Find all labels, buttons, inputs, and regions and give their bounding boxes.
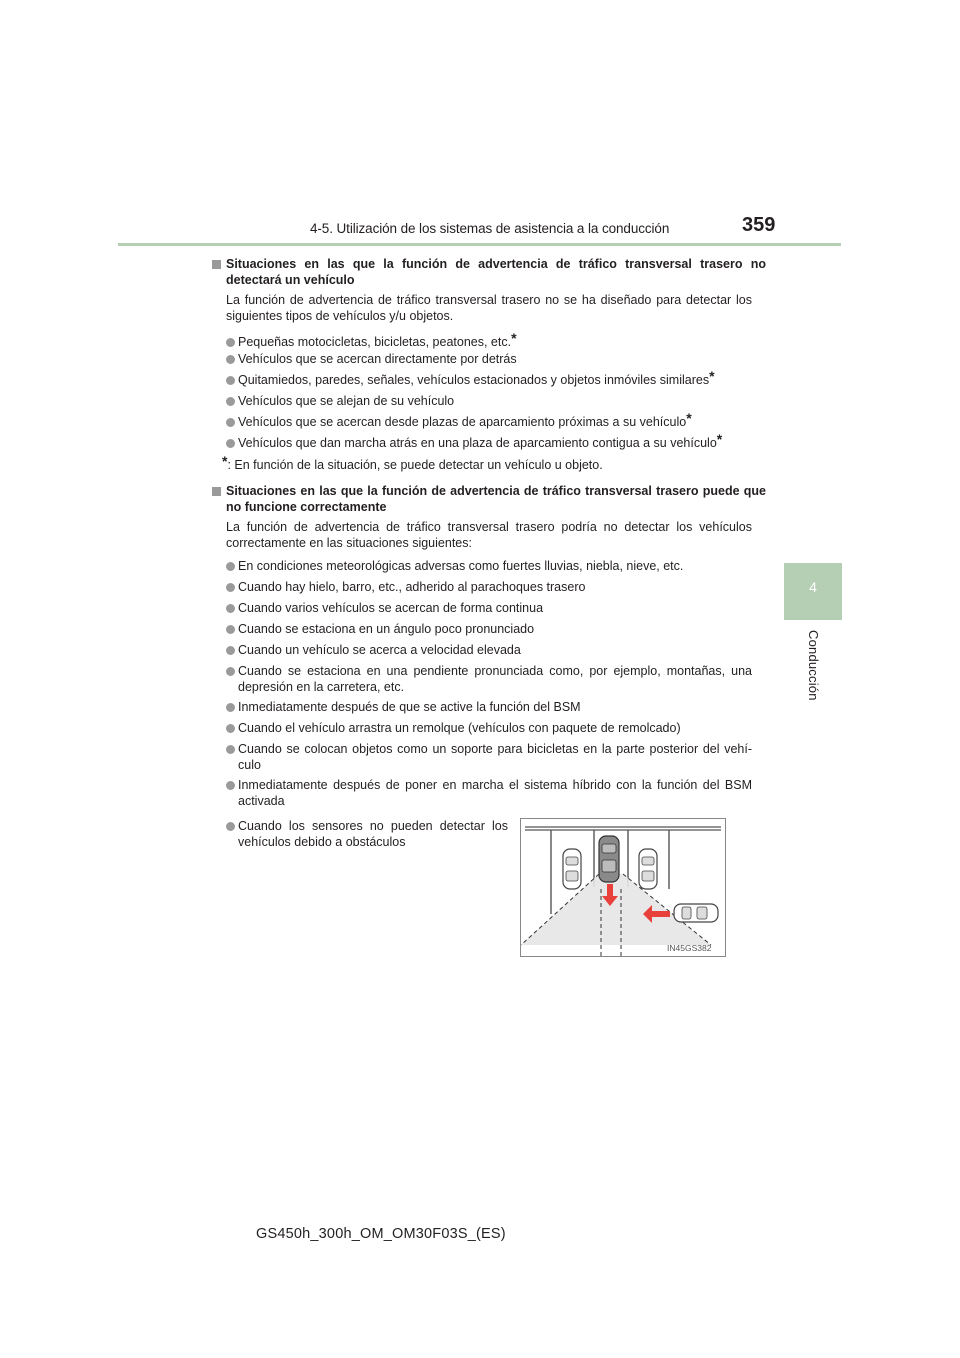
bullet-icon xyxy=(226,822,235,831)
list-item: Vehículos que se alejan de su vehículo xyxy=(226,394,752,410)
section1-heading: Situaciones en las que la función de advertencia de tráfico transversal trasero no detectará un vehículo xyxy=(212,257,766,288)
asterisk-mark: * xyxy=(686,410,692,426)
parking-diagram xyxy=(520,818,726,957)
footer-code: GS450h_300h_OM_OM30F03S_(ES) xyxy=(256,1226,506,1242)
square-bullet-icon xyxy=(212,487,221,496)
header-title: 4-5. Utilización de los sistemas de asistencia a la conducción xyxy=(310,221,670,236)
list-item: Quitamiedos, paredes, señales, vehículos estacionados y objetos inmóviles similares* xyxy=(226,373,752,389)
bullet-icon xyxy=(226,703,235,712)
list-item: Pequeñas motocicletas, bicicletas, peatones, etc.* xyxy=(226,335,752,351)
section1-intro: La función de advertencia de tráfico transversal trasero no se ha diseñado para detectar los siguientes tipos de vehículos y/u objetos. xyxy=(226,293,752,323)
bullet-icon xyxy=(226,745,235,754)
approaching-car-icon xyxy=(674,904,718,922)
list-item: Vehículos que se acercan desde plazas de aparcamiento próximas a su vehículo* xyxy=(226,415,752,431)
footnote-marker: * xyxy=(222,453,228,469)
parking-diagram-svg xyxy=(521,819,725,956)
list-item: Inmediatamente después de que se active la función del BSM xyxy=(226,700,752,716)
bullet-icon xyxy=(226,604,235,613)
asterisk-mark: * xyxy=(709,368,715,384)
list-item: Cuando se estaciona en una pendiente pronunciada como, por ejemplo, montañas, una depresión en la carretera, etc. xyxy=(226,664,752,695)
list-item: Cuando hay hielo, barro, etc., adherido al parachoques trasero xyxy=(226,580,752,596)
bullet-icon xyxy=(226,397,235,406)
footnote: *: En función de la situación, se puede detectar un vehículo u objeto. xyxy=(222,453,603,472)
bullet-icon xyxy=(226,376,235,385)
list-item: Cuando un vehículo se acerca a velocidad elevada xyxy=(226,643,752,659)
section2-intro: La función de advertencia de tráfico transversal trasero podría no detectar los vehículos correctamente en las situaciones siguientes: xyxy=(226,520,752,550)
page-number: 359 xyxy=(742,214,776,236)
bullet-icon xyxy=(226,667,235,676)
bullet-icon xyxy=(226,724,235,733)
parked-car-icon xyxy=(563,849,581,889)
bullet-icon xyxy=(226,625,235,634)
header-rule xyxy=(118,243,841,246)
list-item: Vehículos que se acercan directamente por detrás xyxy=(226,352,752,368)
bullet-icon xyxy=(226,355,235,364)
list-item: Vehículos que dan marcha atrás en una plaza de aparcamiento contigua a su vehículo* xyxy=(226,436,752,452)
section2-heading: Situaciones en las que la función de advertencia de tráfico transversal trasero puede que no funcione correctamente xyxy=(212,484,766,515)
square-bullet-icon xyxy=(212,260,221,269)
bullet-icon xyxy=(226,418,235,427)
asterisk-mark: * xyxy=(511,330,517,346)
list-item: Cuando se colocan objetos como un soporte para bicicletas en la parte posterior del vehí-culo xyxy=(226,742,752,773)
chapter-label: Conducción xyxy=(806,630,821,701)
parked-car-icon xyxy=(639,849,657,889)
list-item: Inmediatamente después de poner en marcha el sistema híbrido con la función del BSM activada xyxy=(226,778,752,809)
list-item: Cuando varios vehículos se acercan de forma continua xyxy=(226,601,752,617)
bullet-icon xyxy=(226,562,235,571)
bullet-icon xyxy=(226,646,235,655)
bullet-icon xyxy=(226,781,235,790)
list-item: Cuando se estaciona en un ángulo poco pronunciado xyxy=(226,622,752,638)
own-car-icon xyxy=(599,836,619,882)
chapter-number: 4 xyxy=(809,579,817,595)
bullet-icon xyxy=(226,439,235,448)
bullet-icon xyxy=(226,583,235,592)
list-item: Cuando los sensores no pueden detectar los vehículos debido a obstáculos xyxy=(226,819,508,850)
bullet-icon xyxy=(226,338,235,347)
list-item: En condiciones meteorológicas adversas como fuertes lluvias, niebla, nieve, etc. xyxy=(226,559,752,575)
list-item: Cuando el vehículo arrastra un remolque (vehículos con paquete de remolcado) xyxy=(226,721,752,737)
asterisk-mark: * xyxy=(716,431,723,447)
diagram-code: IN45GS382 xyxy=(667,943,712,953)
